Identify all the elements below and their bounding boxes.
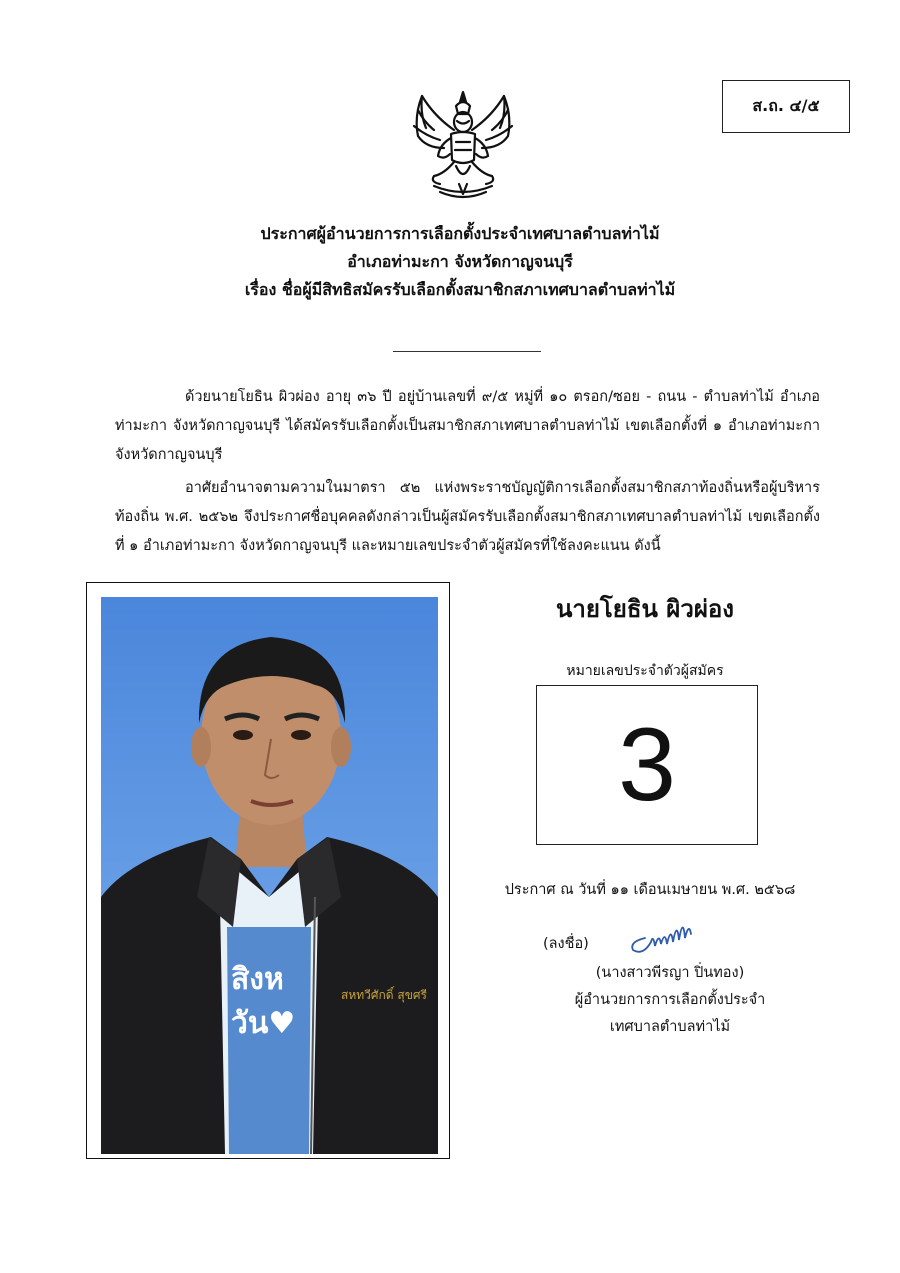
heading-line-1: ประกาศผู้อำนวยการการเลือกตั้งประจำเทศบาลตำบลท่าไม้	[260, 224, 660, 243]
form-code-box	[722, 80, 850, 133]
heading-line-2: อำเภอท่ามะกา จังหวัดกาญจนบุรี	[347, 252, 573, 271]
shirt-print-line-2: วัน♥	[231, 1006, 296, 1041]
announcement-date: ประกาศ ณ วันที่ ๑๑ เดือนเมษายน พ.ศ. ๒๕๖๘	[504, 882, 796, 898]
candidate-name: นายโยธิน ผิวผ่อง	[555, 595, 735, 623]
jacket-name-tag: สหทวีศักดิ์ สุขศรี	[341, 988, 427, 1002]
signer-name: (นางสาวพีรญา ปิ่นทอง)	[595, 965, 745, 981]
paragraph-candidate-info: ด้วยนายโยธิน ผิวผ่อง อายุ ๓๖ ปี อยู่บ้านเลขที่ ๙/๕ หมู่ที่ ๑๐ ตรอก/ซอย - ถนน - ตำบลท่าไม้ อำเภอท่ามะกา จังหวัดกาญจนบุรี ได้สมัครรับเลือกตั้งเป็นสมาชิกสภาเทศบาลตำบลท่าไม้ เขตเลือกตั้งที่ ๑ อำเภอท่ามะกา จังหวัดกาญจนบุรี	[115, 389, 820, 463]
form-code: ส.ถ. ๔/๕	[752, 96, 820, 115]
signature-label: (ลงชื่อ)	[543, 936, 589, 952]
candidate-photo	[101, 597, 438, 1154]
separator-rule	[393, 351, 541, 352]
candidate-number: 3	[618, 706, 676, 823]
paragraph-legal-basis: อาศัยอำนาจตามความในมาตรา ๕๒ แห่งพระราชบัญญัติการเลือกตั้งสมาชิกสภาท้องถิ่นหรือผู้บริหารท้องถิ่น พ.ศ. ๒๕๖๒ จึงประกาศชื่อบุคคลดังกล่าวเป็นผู้สมัครรับเลือกตั้งสมาชิกสภาเทศบาลตำบลท่าไม้ เขตเลือกตั้งที่ ๑ อำเภอท่ามะกา จังหวัดกาญจนบุรี และหมายเลขประจำตัวผู้สมัครที่ใช้ลงคะแนน ดังนี้	[115, 480, 820, 554]
shirt-print-line-1: สิงห	[231, 962, 284, 997]
signer-title-line-1: ผู้อำนวยการการเลือกตั้งประจำ	[574, 992, 766, 1008]
garuda-emblem-icon	[404, 86, 522, 204]
handwritten-signature	[625, 912, 697, 956]
heading-line-3: เรื่อง ชื่อผู้มีสิทธิสมัครรับเลือกตั้งสมาชิกสภาเทศบาลตำบลท่าไม้	[244, 280, 676, 299]
candidate-number-box	[536, 685, 758, 845]
candidate-number-label: หมายเลขประจำตัวผู้สมัคร	[566, 663, 724, 679]
signer-title-line-2: เทศบาลตำบลท่าไม้	[609, 1019, 731, 1035]
